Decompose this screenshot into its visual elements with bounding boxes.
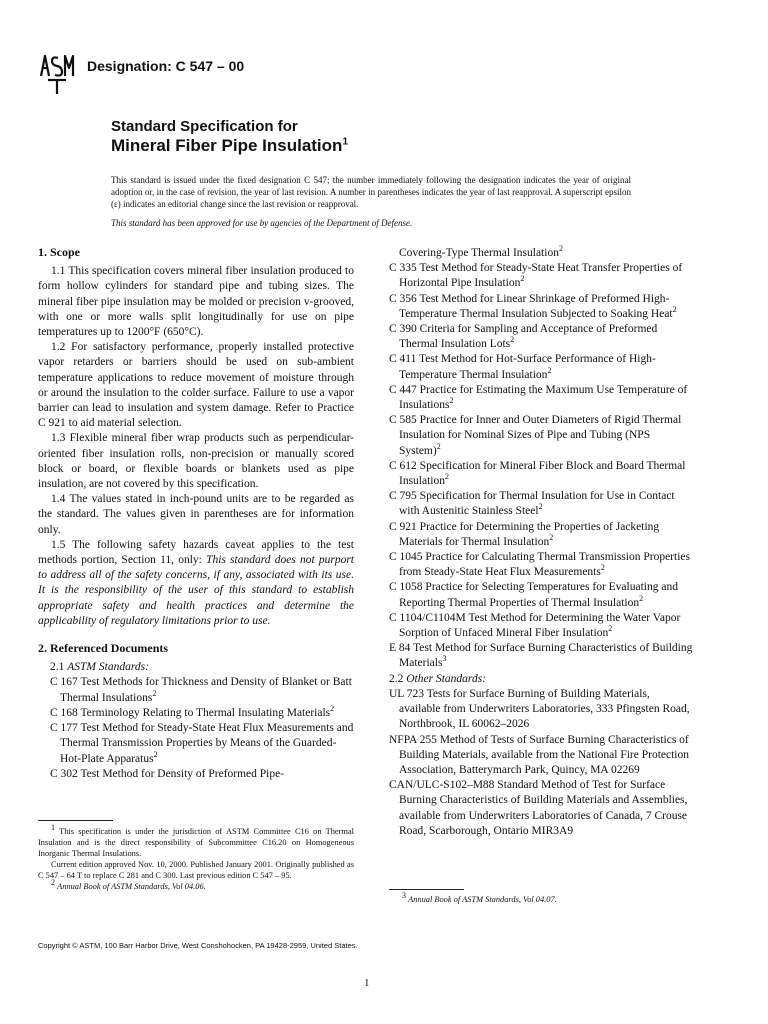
para-1-4: 1.4 The values stated in inch-pound units are to be regarded as the standard. The values given in parentheses are for information only. bbox=[38, 493, 354, 536]
ref-c335: C 335 Test Method for Steady-State Heat Transfer Properties of Horizontal Pipe Insulation$^2$ bbox=[389, 262, 683, 290]
section-1-heading: 1. Scope bbox=[38, 245, 80, 259]
ref-c302-continued: Covering-Type Thermal Insulation$^2$ bbox=[399, 244, 563, 259]
ref-c1058: C 1058 Practice for Selecting Temperatures for Evaluating and Reporting Thermal Properties of Thermal Insulation$^2$ bbox=[389, 581, 678, 609]
astm-logo bbox=[38, 50, 76, 96]
right-column bbox=[389, 246, 694, 839]
section-2-heading: 2. Referenced Documents bbox=[38, 641, 169, 656]
designation: Designation: C 547 – 00 bbox=[87, 58, 245, 74]
footnote-2: $^2$ Annual Book of ASTM Standards, Vol 04.06. bbox=[51, 878, 206, 891]
footnote-3: $^3$ Annual Book of ASTM Standards, Vol 04.07. bbox=[402, 891, 557, 904]
ref-can-ulc-s102: CAN/ULC-S102–M88 Standard Method of Test for Surface Burning Characteristics of Building Materials and Assemblies, available from Underwriters Laboratories of Canada, 7 Crouse Road, Scarborough, Ontario MIR3A9 bbox=[389, 779, 688, 837]
ref-c390: C 390 Criteria for Sampling and Acceptance of Preformed Thermal Insulation Lots$^2$ bbox=[389, 323, 658, 351]
defense-approval-note: This standard has been approved for use by agencies of the Department of Defense. bbox=[111, 218, 413, 228]
copyright-line: Copyright © ASTM, 100 Barr Harbor Drive, West Conshohocken, PA 19428-2959, United States. bbox=[38, 941, 358, 950]
ref-nfpa255: NFPA 255 Method of Tests of Surface Burning Characteristics of Building Materials, available from the National Fire Protection Association, Batterymarch Park, Quincy, MA 02269 bbox=[389, 733, 689, 776]
standard-notice: This standard is issued under the fixed designation C 547; the number immediately following the designation indicates the year of original adoption or, in the case of revision, the year of last revision. A number in parentheses indicates the year of last reapproval. A superscript epsilon (ε) indicates an editorial change since the last revision or reapproval. bbox=[111, 175, 631, 209]
ref-c1045: C 1045 Practice for Calculating Thermal Transmission Properties from Steady-State Heat Flux Measurements$^2$ bbox=[389, 551, 690, 579]
page-title: Mineral Fiber Pipe Insulation$^1$ bbox=[111, 136, 348, 155]
ref-c1104: C 1104/C1104M Test Method for Determining the Water Vapor Sorption of Unfaced Mineral Fiber Insulation$^2$ bbox=[389, 611, 681, 640]
title-line-1: Standard Specification for bbox=[111, 118, 298, 135]
footnote-1-edition: Current edition approved Nov. 10, 2000. Published January 2001. Originally published as C 547 – 64 T to replace C 281 and C 300. Last previous edition C 547 – 95. bbox=[38, 860, 354, 880]
ref-c921: C 921 Practice for Determining the Properties of Jacketing Materials for Thermal Insulation$^2$ bbox=[389, 520, 660, 548]
footnote-rule-right bbox=[389, 889, 464, 890]
ref-e84: E 84 Test Method for Surface Burning Characteristics of Building Materials$^3$ bbox=[389, 642, 693, 670]
page-number: 1 bbox=[364, 977, 370, 989]
ref-c795: C 795 Specification for Thermal Insulation for Use in Contact with Austenitic Stainless Steel$^2$ bbox=[389, 490, 675, 518]
ref-c447: C 447 Practice for Estimating the Maximum Use Temperature of Insulations$^2$ bbox=[389, 383, 688, 412]
para-1-5: 1.5 The following safety hazards caveat applies to the test methods portion, Section 11, only: This standard does not purport to address all of the safety concerns, if any, associated with its use. It is the responsibility of the user of this standard to establish appropriate safety and health practices and determine the applicability of regulatory limitations prior to use. bbox=[38, 538, 354, 627]
para-1-1: 1.1 This specification covers mineral fiber insulation produced to form hollow cylinders for standard pipe and tubing sizes. The mineral fiber pipe insulation may be molded or precision v-grooved, with one or more walls split longitudinally for use on pipe temperatures up to 1200°F (650°C). bbox=[38, 265, 354, 339]
ref-ul723: UL 723 Tests for Surface Burning of Building Materials, available from Underwriters Laboratories, 333 Pfingsten Road, Northbrook, IL 60062–2026 bbox=[389, 687, 690, 731]
other-standards-label: 2.2 Other Standards: bbox=[389, 672, 487, 685]
ref-c177: C 177 Test Method for Steady-State Heat Flux Measurements and Thermal Transmission Properties by Means of the Guarded-Hot-Plate Apparatus$^2$ bbox=[50, 722, 354, 765]
ref-c168: C 168 Terminology Relating to Thermal Insulating Materials$^2$ bbox=[50, 704, 335, 719]
para-1-2: 1.2 For satisfactory performance, properly installed protective vapor retarders or barriers should be used on sub-ambient temperature applications to reduce movement of moisture through or around the insulation to the colder surface. Failure to use a vapor barrier can lead to insulation and system damage. Refer to Practice C 921 to aid material selection. bbox=[38, 341, 354, 430]
ref-c302: C 302 Test Method for Density of Preformed Pipe- bbox=[50, 767, 285, 780]
ref-c167: C 167 Test Methods for Thickness and Density of Blanket or Batt Thermal Insulations$^2$ bbox=[50, 676, 352, 704]
ref-c356: C 356 Test Method for Linear Shrinkage of Preformed High-Temperature Thermal Insulation Subjected to Soaking Heat$^2$ bbox=[389, 292, 677, 320]
footnotes-left bbox=[38, 823, 354, 892]
ref-c585: C 585 Practice for Inner and Outer Diameters of Rigid Thermal Insulation for Nominal Sizes of Pipe and Tubing (NPS System)$^2$ bbox=[389, 414, 682, 457]
footnotes-right bbox=[389, 891, 694, 905]
ref-c411: C 411 Test Method for Hot-Surface Performance of High-Temperature Thermal Insulation$^2$ bbox=[389, 353, 656, 381]
footnote-1: $^1$ This specification is under the jurisdiction of ASTM Committee C16 on Thermal Insulation and is the direct responsibility of Subcommittee C16.20 on Homogeneous Inorganic Thermal Insulations. bbox=[38, 823, 354, 858]
ref-c612: C 612 Specification for Mineral Fiber Block and Board Thermal Insulation$^2$ bbox=[389, 459, 686, 488]
para-1-3: 1.3 Flexible mineral fiber wrap products such as perpendicular-oriented fiber insulation rolls, non-precision or manually scored block or board, or flexible boards or blankets used as pipe insulation, are not covered by this specification. bbox=[38, 432, 354, 491]
left-column bbox=[38, 245, 354, 782]
astm-standards-label: 2.1 ASTM Standards: bbox=[50, 661, 149, 674]
footnote-rule-left bbox=[38, 820, 113, 821]
